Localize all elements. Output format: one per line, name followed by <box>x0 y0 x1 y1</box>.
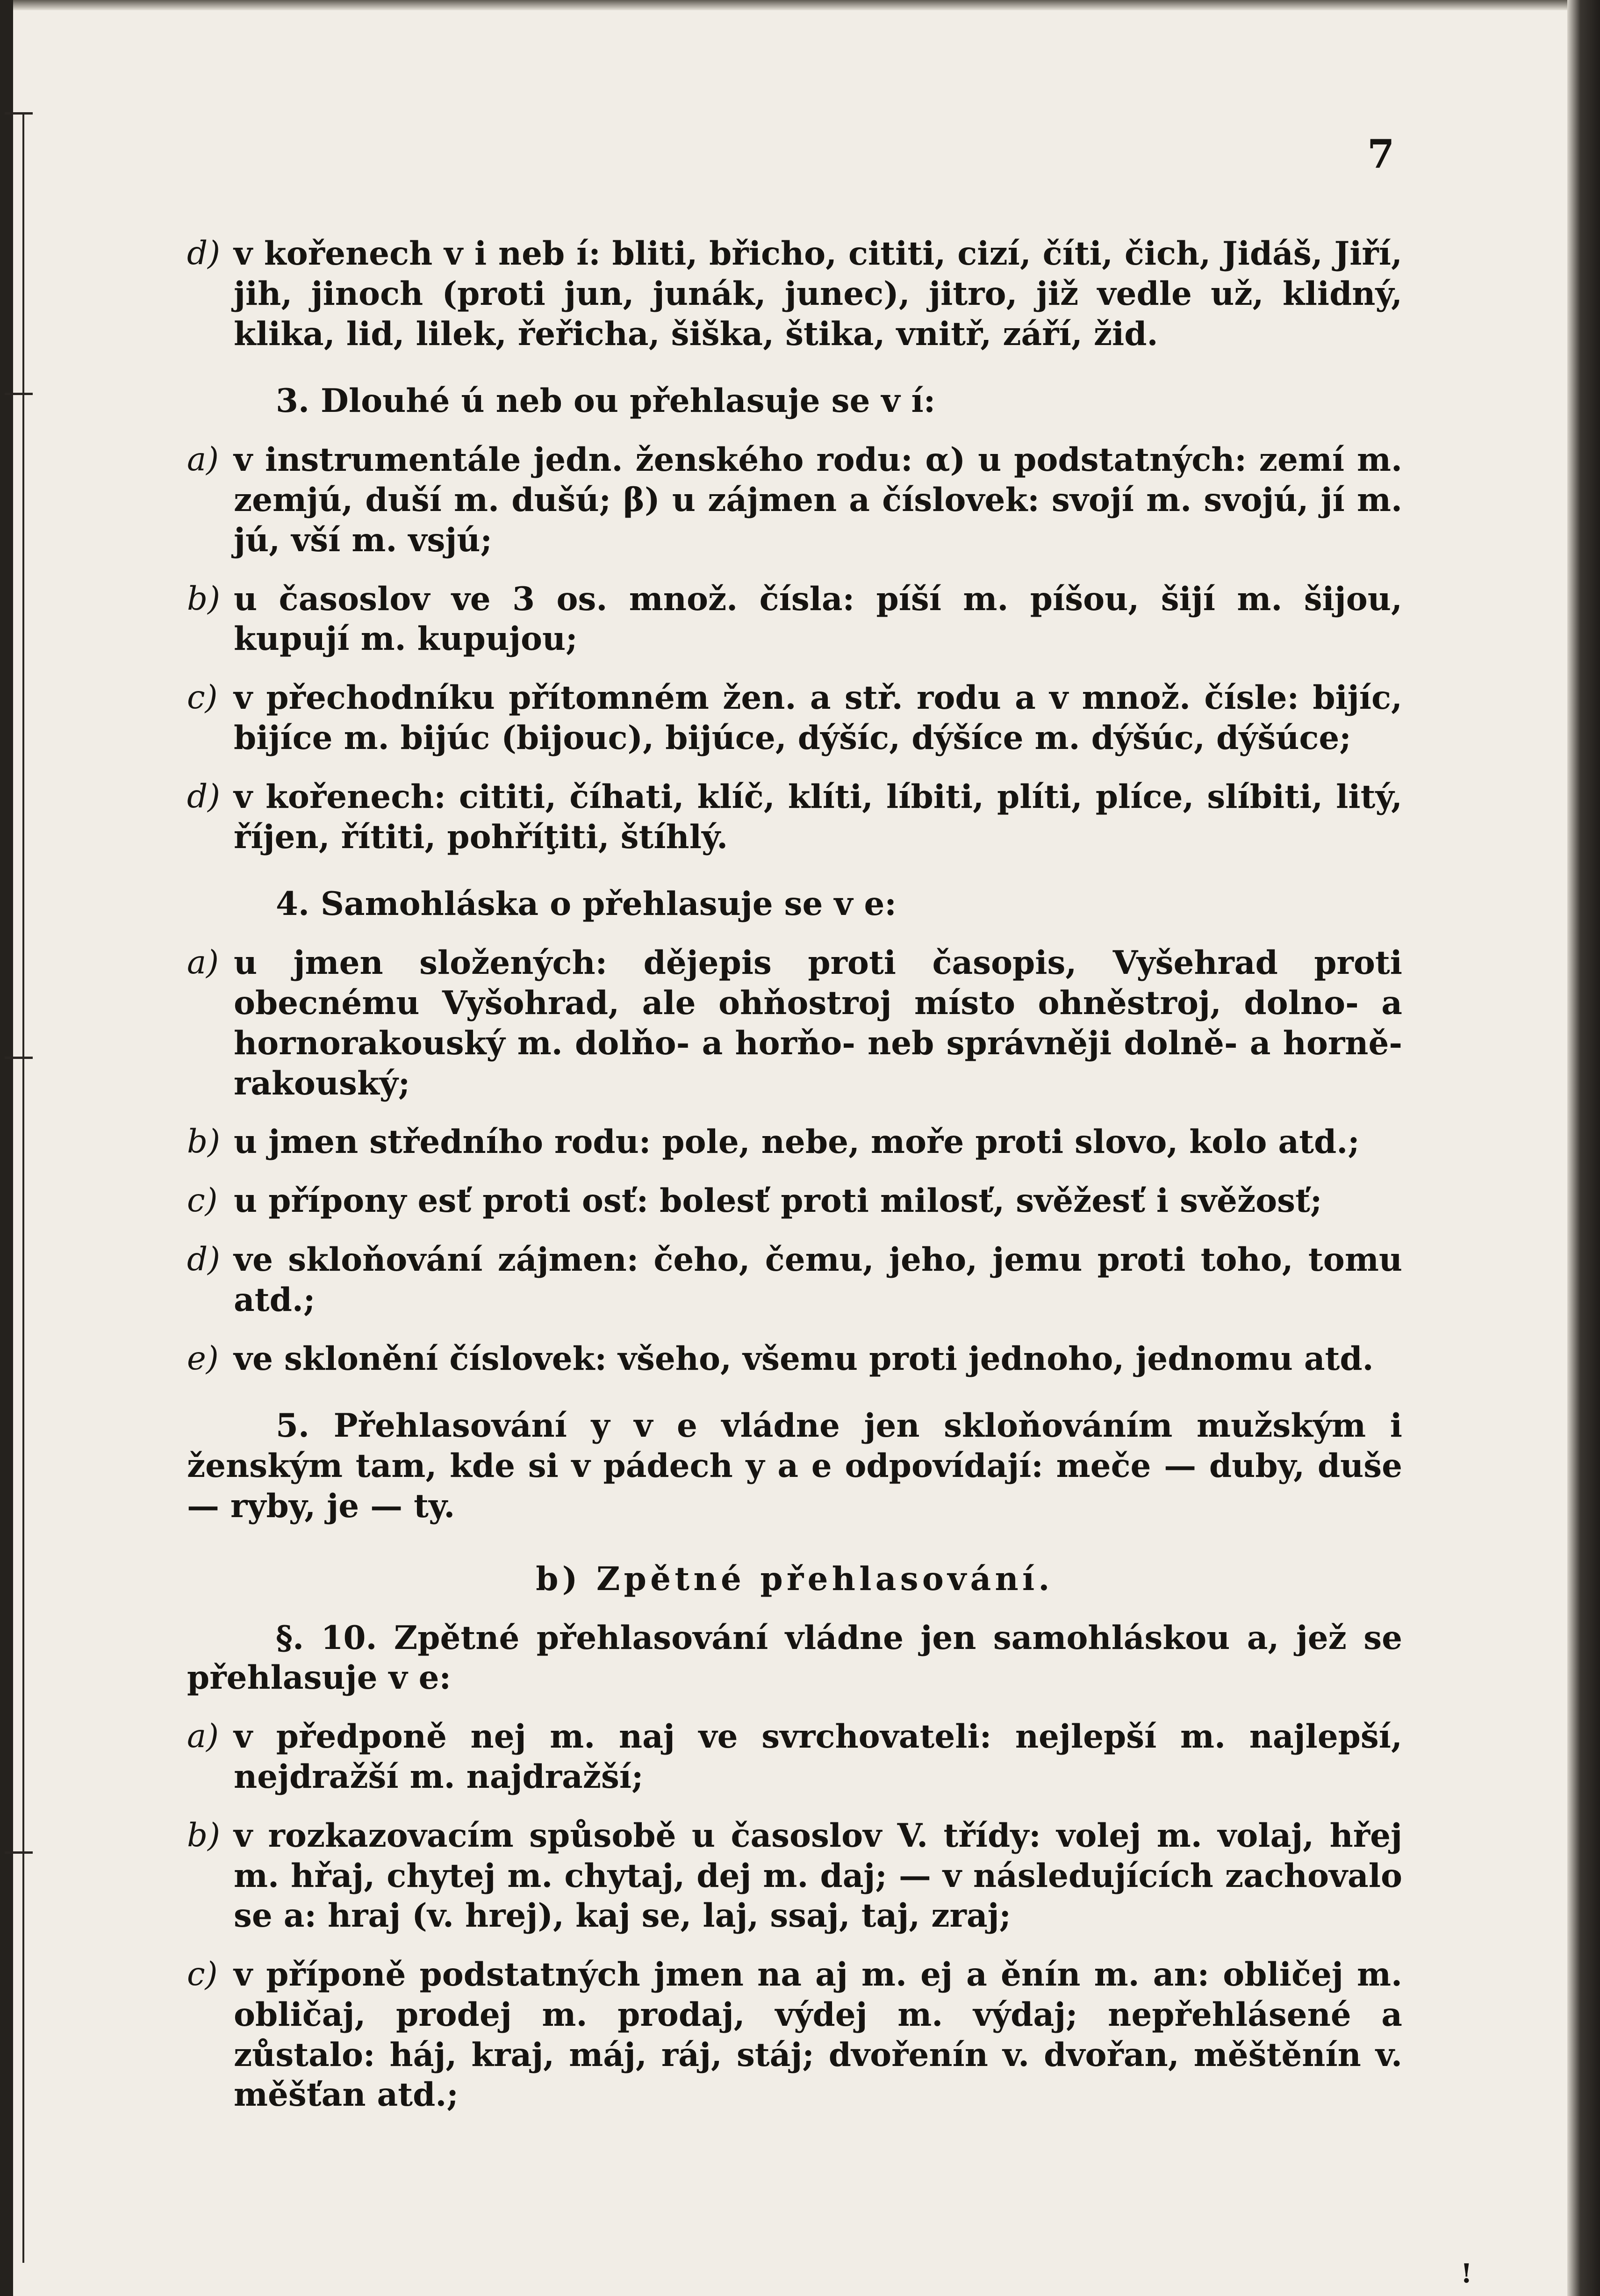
binding-tick <box>5 1057 33 1059</box>
page-right-edge <box>1567 0 1600 2296</box>
item-text: u přípony esť proti osť: bolesť proti milosť, svěžesť i svěžosť; <box>234 1182 1322 1220</box>
item-text: ve sklonění číslovek: všeho, všemu proti jednoho, jednomu atd. <box>234 1339 1374 1378</box>
item-label: b) <box>187 1123 221 1161</box>
binding-line <box>22 112 24 2263</box>
item-label: d) <box>187 235 221 272</box>
list-item <box>187 1955 1402 2115</box>
item-label: a) <box>187 944 219 982</box>
page-number: 7 <box>1367 131 1395 177</box>
list-item <box>187 1717 1402 1797</box>
list-item <box>187 579 1402 660</box>
list-item <box>187 1240 1402 1320</box>
item-label: d) <box>187 1240 221 1278</box>
list-item <box>187 943 1402 1103</box>
list-item <box>187 1816 1402 1936</box>
binding-tick <box>5 1851 33 1854</box>
item-text: u jmen středního rodu: pole, nebe, moře proti slovo, kolo atd.; <box>234 1123 1360 1161</box>
item-label: c) <box>187 679 218 717</box>
item-text: v příponě podstatných jmen na aj m. ej a ěnín m. an: obličej m. obličaj, prodej m. prodaj, výdej m. výdaj; nepřehlásené a zůstalo: háj, kraj, máj, ráj, stáj; dvořenín v. dvořan, měštěnín v. měšťan atd.; <box>234 1956 1402 2114</box>
item-text: u jmen složených: dějepis proti časopis, Vyšehrad proti obecnému Vyšohrad, ale ohňostroj místo ohněstroj, dolno- a hornorakouský m. dolňo- a horňo- neb správněji dolně- a horně-rakouský; <box>234 944 1402 1102</box>
item-text: v instrumentále jedn. ženského rodu: α) u podstatných: zemí m. zemjú, duší m. dušú; β) u zájmen a číslovek: svojí m. svojú, jí m. jú, vší m. vsjú; <box>234 441 1402 559</box>
list-item <box>187 440 1402 560</box>
page-top-shadow <box>0 0 1600 10</box>
section-paragraph: 3. Dlouhé ú neb ou přehlasuje se v í: <box>276 382 936 420</box>
item-label: a) <box>187 1718 219 1756</box>
list-item <box>187 234 1402 354</box>
page-text <box>187 234 1402 2115</box>
item-label: c) <box>187 1956 218 1994</box>
binding-tick <box>5 112 33 115</box>
item-label: b) <box>187 1816 221 1854</box>
list-item <box>187 678 1402 758</box>
page-left-edge <box>0 0 13 2296</box>
item-label: a) <box>187 441 219 479</box>
list-item <box>187 1181 1402 1221</box>
list-item <box>187 1339 1402 1379</box>
item-label: c) <box>187 1182 218 1220</box>
section-paragraph: §. 10. Zpětné přehlasování vládne jen samohláskou a, jež se přehlasuje v e: <box>187 1619 1402 1697</box>
item-label: b) <box>187 580 221 618</box>
footer-mark: ! <box>1461 2258 1472 2289</box>
section-heading: b) Zpětné přehlasování. <box>536 1560 1054 1598</box>
binding-tick <box>5 393 33 395</box>
item-text: u časoslov ve 3 os. množ. čísla: píší m. píšou, šijí m. šijou, kupují m. kupujou; <box>234 580 1402 658</box>
item-label: d) <box>187 777 221 815</box>
item-text: v rozkazovacím spůsobě u časoslov V. třídy: volej m. volaj, hřej m. hřaj, chytej m. chytaj, dej m. daj; — v následujících zachovalo se a: hraj (v. hrej), kaj se, laj, ssaj, taj, zraj; <box>234 1816 1402 1935</box>
item-text: v předponě nej m. naj ve svrchovateli: nejlepší m. najlepší, nejdražší m. najdražší; <box>234 1718 1402 1796</box>
item-text: v kořenech v i neb í: bliti, břicho, cititi, cizí, číti, čich, Jidáš, Jiří, jih, jinoch (proti jun, junák, junec), jitro, již vedle už, klidný, klika, lid, lilek, řeřicha, šiška, štika, vnitř, září, žid. <box>234 235 1402 353</box>
section-paragraph: 5. Přehlasování y v e vládne jen skloňováním mužským i ženským tam, kde si v pádech y a e odpovídají: meče — duby, duše — ryby, je — ty. <box>187 1407 1402 1525</box>
item-text: v kořenech: cititi, číhati, klíč, klíti, líbiti, plíti, plíce, slíbiti, litý, říjen, řítiti, pohříţiti, štíhlý. <box>234 777 1402 856</box>
item-text: v přechodníku přítomném žen. a stř. rodu a v množ. čísle: bijíc, bijíce m. bijúc (bijouc), bijúce, dýšíc, dýšíce m. dýšúc, dýšúce; <box>234 679 1402 757</box>
list-item <box>187 1122 1402 1162</box>
list-item <box>187 777 1402 857</box>
item-label: e) <box>187 1339 219 1377</box>
section-paragraph: 4. Samohláska o přehlasuje se v e: <box>276 885 897 923</box>
item-text: ve skloňování zájmen: čeho, čemu, jeho, jemu proti toho, tomu atd.; <box>234 1240 1402 1319</box>
